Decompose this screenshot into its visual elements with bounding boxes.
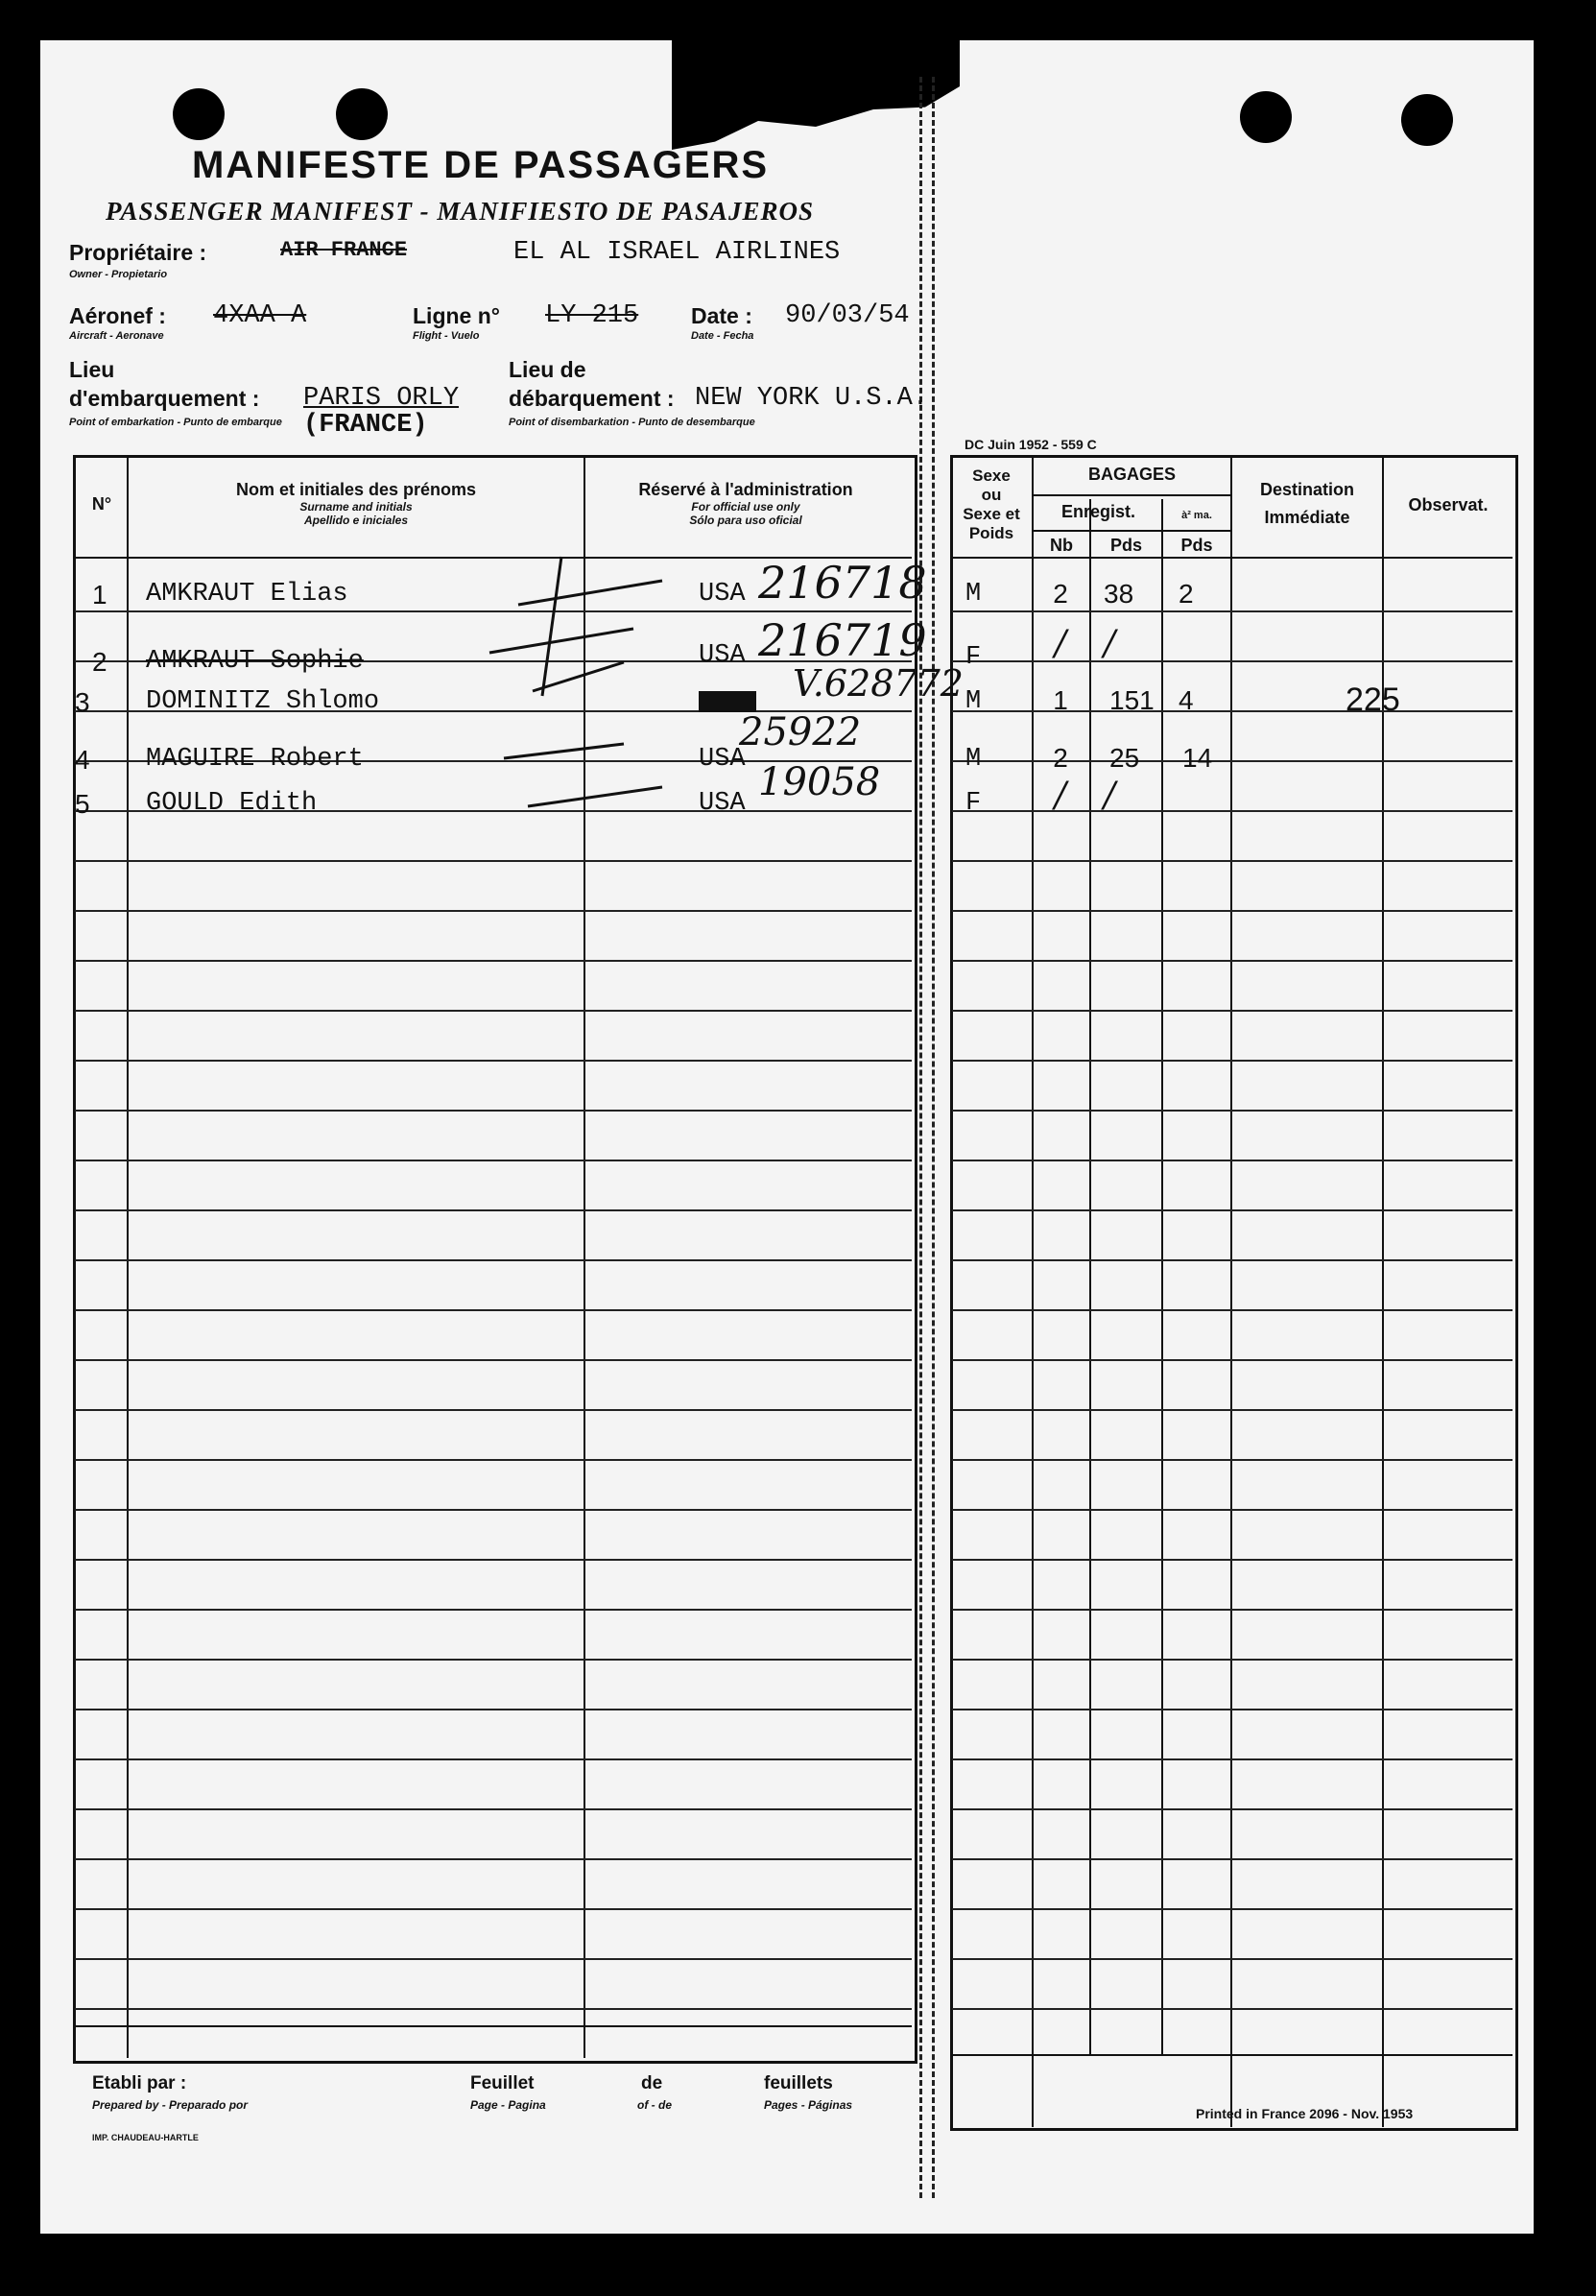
footer-divider — [75, 2025, 912, 2027]
ruled-line — [75, 1010, 912, 1012]
passenger-name: MAGUIRE Robert — [146, 745, 364, 774]
ruled-line — [75, 1559, 912, 1561]
bag-weight: 151 — [1109, 685, 1155, 715]
admin-number: 216719 — [758, 614, 927, 666]
ruled-line — [75, 1609, 912, 1611]
ruled-line — [952, 1359, 1513, 1361]
header-divider — [1034, 530, 1163, 532]
hand-weight: 4 — [1179, 685, 1194, 715]
ruled-line — [952, 1160, 1513, 1161]
punch-hole — [1240, 91, 1292, 143]
owner-value: EL AL ISRAEL AIRLINES — [513, 238, 841, 267]
passenger-name: AMKRAUT Sophie — [146, 647, 364, 676]
ruled-line — [75, 1858, 912, 1860]
embark-sublabel: Point of embarkation - Punto de embarque — [69, 417, 282, 428]
admin-country: USA — [699, 580, 746, 609]
col-pds: Pds — [1109, 536, 1142, 555]
ruled-line — [75, 910, 912, 912]
ruled-line — [952, 1758, 1513, 1760]
date-sublabel: Date - Fecha — [691, 330, 754, 342]
disembark-sublabel: Point of disembarkation - Punto de desembarque — [509, 417, 755, 428]
row-no: 1 — [92, 580, 107, 610]
sex: M — [965, 745, 982, 774]
col-admin-en: For official use only — [691, 500, 800, 514]
bag-count: 2 — [1053, 579, 1068, 609]
ruled-line — [952, 1659, 1513, 1661]
form-code: DC Juin 1952 - 559 C — [965, 437, 1097, 452]
sex: M — [965, 687, 982, 716]
row-no: 2 — [92, 647, 107, 677]
ruled-line — [75, 2008, 912, 2010]
ruled-line — [75, 1409, 912, 1411]
admin-number: 216718 — [758, 557, 927, 609]
ruled-line — [952, 1409, 1513, 1411]
ruled-line — [75, 1110, 912, 1112]
col-name-en: Surname and initials — [299, 500, 413, 514]
col-name-fr: Nom et initiales des prénoms — [235, 480, 477, 499]
col-admin-fr: Réservé à l'administration — [638, 480, 853, 499]
flight-label: Ligne n° — [413, 303, 500, 328]
footer-divider — [952, 2054, 1513, 2056]
col-sex-4: Poids — [968, 524, 1014, 542]
ruled-line — [75, 960, 912, 962]
redaction-mark — [699, 691, 756, 712]
ruled-line — [75, 1459, 912, 1461]
col-divider — [127, 457, 129, 2058]
pages-label: feuillets — [764, 2073, 833, 2093]
ruled-line — [952, 610, 1513, 612]
ruled-line — [952, 1110, 1513, 1112]
admin-number: V.628772 — [793, 662, 964, 705]
ruled-line — [952, 1559, 1513, 1561]
col-sex-3: Sexe et — [963, 505, 1020, 523]
col-name — [134, 480, 578, 527]
punch-hole — [1401, 94, 1453, 146]
owner-sublabel: Owner - Propietario — [69, 269, 168, 280]
ruled-line — [75, 1808, 912, 1810]
ruled-line — [952, 1309, 1513, 1311]
ruled-line — [75, 1958, 912, 1960]
aircraft-value: 4XAA A — [213, 301, 307, 330]
col-name-es: Apellido e iniciales — [303, 514, 409, 527]
disembark-label-2: débarquement : — [509, 386, 675, 411]
admin-country: USA — [699, 641, 746, 670]
disembark-value: NEW YORK U.S.A. — [695, 384, 929, 413]
embark-label-2: d'embarquement : — [69, 386, 260, 411]
punch-hole — [336, 88, 388, 140]
owner-label: Propriétaire : — [69, 240, 207, 265]
bag-count: / — [1054, 776, 1067, 815]
flight-sublabel: Flight - Vuelo — [413, 330, 480, 342]
col-divider — [1230, 457, 1232, 2127]
right-table — [950, 455, 1518, 2131]
destination-value: 225 — [1346, 682, 1400, 718]
col-sex — [952, 466, 1031, 543]
ruled-line — [952, 1509, 1513, 1511]
col-hand: à² ma. — [1181, 510, 1212, 521]
ruled-line — [952, 1609, 1513, 1611]
ruled-line — [952, 1709, 1513, 1710]
ruled-line — [952, 960, 1513, 962]
row-no: 5 — [75, 789, 90, 819]
row-no: 3 — [75, 687, 90, 717]
printed-in-france: Printed in France 2096 - Nov. 1953 — [1196, 2106, 1414, 2121]
hand-weight: 14 — [1182, 743, 1213, 773]
col-divider — [1089, 499, 1091, 2054]
printer-mark: IMP. CHAUDEAU-HARTLE — [92, 2133, 199, 2142]
col-admin — [587, 480, 904, 527]
ruled-line — [75, 860, 912, 862]
col-nb: Nb — [1050, 536, 1073, 555]
col-divider — [1032, 457, 1034, 2127]
admin-number: 25922 — [739, 710, 862, 754]
ruled-line — [952, 1459, 1513, 1461]
bag-weight: 25 — [1109, 743, 1140, 773]
ruled-line — [952, 1858, 1513, 1860]
prepared-by-label: Etabli par : — [92, 2073, 187, 2093]
ruled-line — [75, 1908, 912, 1910]
ruled-line — [952, 860, 1513, 862]
page-subtitle: PASSENGER MANIFEST - MANIFIESTO DE PASAJEROS — [106, 197, 814, 226]
col-destination — [1232, 480, 1382, 528]
admin-country: USA — [699, 789, 746, 818]
bag-count: 1 — [1053, 685, 1068, 715]
ruled-line — [75, 1659, 912, 1661]
ruled-line — [75, 1060, 912, 1062]
ruled-line — [952, 1808, 1513, 1810]
bag-weight: / — [1104, 624, 1116, 663]
ruled-line — [952, 1259, 1513, 1261]
ruled-line — [75, 1709, 912, 1710]
aircraft-sublabel: Aircraft - Aeronave — [69, 330, 164, 342]
ruled-line — [952, 1060, 1513, 1062]
admin-country: USA — [699, 745, 746, 774]
ruled-line — [75, 1758, 912, 1760]
ruled-line — [75, 1259, 912, 1261]
bag-weight: / — [1104, 776, 1116, 815]
header-divider — [1163, 530, 1230, 532]
disembark-label-1: Lieu de — [509, 357, 586, 382]
ruled-line — [952, 1010, 1513, 1012]
col-admin-es: Sólo para uso oficial — [689, 514, 802, 527]
ruled-line — [75, 1209, 912, 1211]
col-hand-pds: Pds — [1180, 536, 1213, 555]
ruled-line — [75, 1359, 912, 1361]
date-value: 90/03/54 — [785, 301, 910, 330]
bag-weight: 38 — [1104, 579, 1134, 609]
passenger-name: DOMINITZ Shlomo — [146, 687, 380, 716]
ruled-line — [952, 1958, 1513, 1960]
col-dest-1: Destination — [1259, 480, 1354, 499]
pen-strokes — [461, 547, 681, 825]
bag-count: / — [1054, 624, 1067, 663]
col-observations: Observat. — [1408, 495, 1489, 514]
pages-sublabel: Pages - Páginas — [764, 2098, 853, 2112]
of-sublabel: of - de — [637, 2098, 672, 2112]
col-sex-1: Sexe — [972, 466, 1011, 485]
col-baggage: BAGAGES — [1087, 465, 1176, 484]
col-no: N° — [91, 494, 112, 514]
prepared-by-sublabel: Prepared by - Preparado por — [92, 2098, 249, 2112]
ruled-line — [75, 1509, 912, 1511]
owner-struck: AIR FRANCE — [280, 238, 408, 262]
aircraft-label: Aéronef : — [69, 303, 166, 328]
ruled-line — [952, 1209, 1513, 1211]
row-no: 4 — [75, 745, 90, 775]
embark-label-1: Lieu — [69, 357, 115, 382]
sex: M — [965, 580, 982, 609]
col-dest-2: Immédiate — [1264, 508, 1350, 527]
header-divider — [952, 557, 1513, 559]
col-registered: Enregist. — [1060, 502, 1136, 521]
ruled-line — [952, 2008, 1513, 2010]
col-divider — [1161, 499, 1163, 2054]
sex: F — [965, 789, 982, 818]
bag-count: 2 — [1053, 743, 1068, 773]
passenger-name: AMKRAUT Elias — [146, 580, 348, 609]
page-label: Feuillet — [470, 2073, 535, 2093]
embark-value: PARIS ORLY — [303, 384, 460, 413]
ruled-line — [75, 1160, 912, 1161]
embark-value-country: (FRANCE) — [303, 411, 428, 440]
page-sublabel: Page - Pagina — [470, 2098, 546, 2112]
page-title: MANIFESTE DE PASSAGERS — [192, 144, 770, 186]
date-label: Date : — [691, 303, 752, 328]
ruled-line — [75, 1309, 912, 1311]
hand-weight: 2 — [1179, 579, 1194, 609]
header-divider — [1034, 494, 1230, 496]
col-sex-2: ou — [981, 486, 1002, 504]
of-label: de — [641, 2073, 663, 2093]
flight-value: LY 215 — [545, 301, 639, 330]
passenger-name: GOULD Edith — [146, 789, 318, 818]
admin-number: 19058 — [758, 760, 881, 804]
punch-hole — [173, 88, 225, 140]
sex: F — [965, 643, 982, 672]
ruled-line — [952, 1908, 1513, 1910]
ruled-line — [952, 910, 1513, 912]
